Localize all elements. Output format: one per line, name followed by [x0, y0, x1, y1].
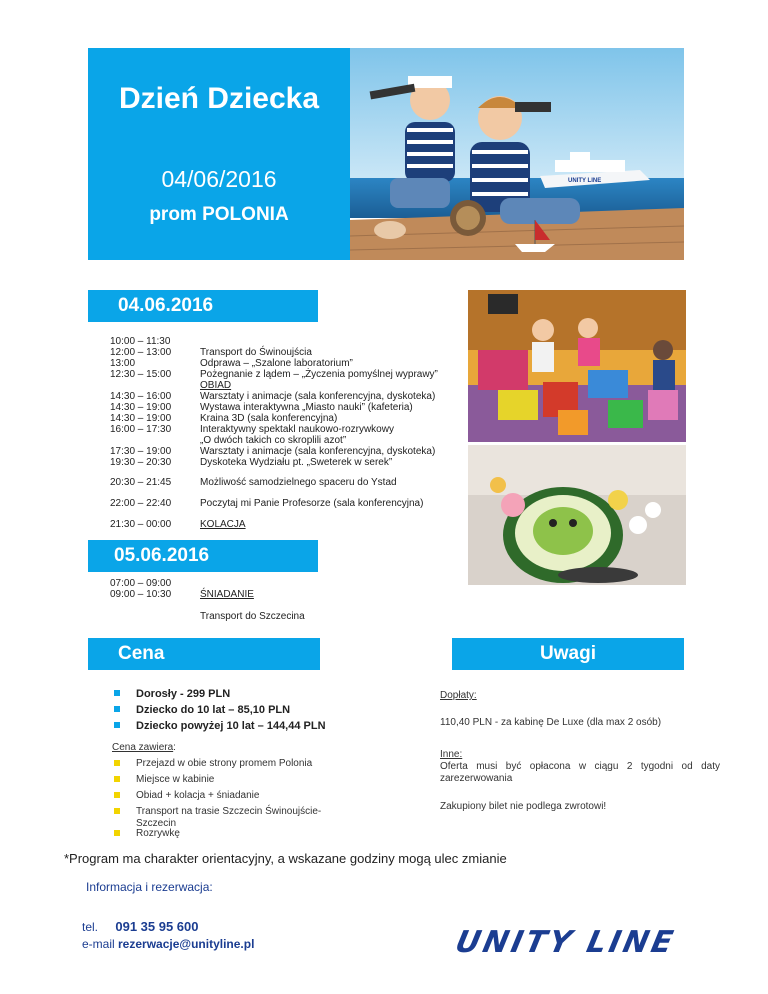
kids-playroom-photo — [468, 290, 686, 442]
hero-banner — [88, 48, 350, 260]
bullet-icon — [114, 760, 120, 766]
lunch-label: OBIAD — [200, 380, 232, 391]
day1-schedule — [0, 336, 470, 536]
hero-ship-name: prom POLONIA — [149, 204, 289, 225]
notes-header-label: Uwagi — [540, 643, 596, 664]
day2-banner — [88, 540, 318, 572]
ferry-logo-text: UNITY LINE — [568, 178, 602, 184]
hero-date: 04/06/2016 — [161, 166, 277, 192]
schedule-time-dinner: 21:30 – 00:00 — [110, 519, 172, 530]
schedule-activity-walk: Możliwość samodzielnego spaceru do Ystad — [200, 477, 397, 488]
refund-note: Zakupiony bilet nie podlega zwrotowi! — [440, 801, 607, 812]
hero-photo — [350, 48, 684, 260]
notes-header — [452, 638, 684, 670]
includes-item: Obiad + kolacja + śniadanie — [136, 790, 260, 801]
other-label: Inne: — [440, 749, 463, 760]
includes-item: Przejazd w obie strony promem Polonia — [136, 758, 313, 769]
carved-watermelon-photo — [468, 445, 686, 585]
schedule-activities-block-2: Warsztaty i animacje (sala konferencyjna, dyskoteka) Wystawa interaktywna „Miasto nauki” (kafeteria) Kraina 3D (sala konferencyjna) Interaktywny spektakl naukowo-rozrywkowy „O dwóch takich co skroplili azot” Warsztaty i animacje (sala konferencyjna, dyskoteka) Dyskoteka Wydziału pt. „Sweterek w serek” — [200, 391, 436, 468]
day2-date: 05.06.2016 — [114, 545, 210, 566]
includes-item: Miejsce w kabinie — [136, 774, 215, 785]
bullet-icon — [114, 830, 120, 836]
phone-label: tel. — [82, 920, 99, 934]
day2-times: 07:00 – 09:00 09:00 – 10:30 — [110, 578, 172, 600]
schedule-time-reading: 22:00 – 22:40 — [110, 498, 172, 509]
schedule-activities-text: Transport do Świnoujścia Odprawa – „Szalone laboratorium” Pożegnanie z lądem – „Życzenia pomyślnej wyprawy” — [200, 347, 438, 380]
surcharge-label: Dopłaty: — [440, 690, 477, 701]
includes-item: Transport na trasie Szczecin Świnoujście- Szczecin — [136, 806, 322, 829]
schedule-time-walk: 20:30 – 21:45 — [110, 477, 172, 488]
email-link[interactable]: rezerwacje@unityline.pl — [118, 937, 255, 951]
bullet-icon — [114, 776, 120, 782]
price-list — [114, 688, 444, 738]
schedule-times-block-1: 10:00 – 11:30 12:00 – 13:00 13:00 12:30 – 15:00 — [110, 336, 172, 380]
includes-label-wrap — [112, 742, 176, 754]
bullet-icon — [114, 722, 120, 728]
price-child-under-10: Dziecko do 10 lat – 85,10 PLN — [136, 704, 291, 716]
disclaimer: *Program ma charakter orientacyjny, a wskazane godziny mogą ulec zmianie — [64, 851, 507, 866]
includes-label: Cena zawiera — [112, 742, 174, 753]
surcharge-text: 110,40 PLN - za kabinę De Luxe (dla max 2 osób) — [440, 717, 662, 728]
other-text: Oferta musi być opłacona w ciągu 2 tygodni od daty zarezerwowania — [440, 761, 720, 784]
bullet-icon — [114, 792, 120, 798]
unity-line-logo — [452, 925, 679, 960]
hero-photo-illustration — [350, 48, 684, 260]
day1-date: 04.06.2016 — [118, 295, 214, 316]
schedule-activity-reading: Poczytaj mi Panie Profesorze (sala konferencyjna) — [200, 498, 424, 509]
notes-content — [440, 690, 720, 813]
phone-number[interactable]: 091 35 95 600 — [115, 919, 199, 934]
bullet-icon — [114, 706, 120, 712]
includes-item: Rozrywkę — [136, 828, 180, 839]
includes-list — [114, 758, 414, 843]
day1-banner — [88, 290, 318, 322]
playroom-illustration — [468, 290, 686, 442]
email-label: e-mail — [82, 937, 119, 951]
email-line — [82, 937, 254, 951]
day2-activities — [200, 578, 460, 633]
breakfast-label: ŚNIADANIE — [200, 589, 254, 600]
phone-line — [82, 919, 199, 934]
day2-schedule — [0, 578, 470, 622]
includes-colon: : — [173, 742, 176, 753]
schedule-times-block-2: 14:30 – 16:00 14:30 – 19:00 14:30 – 19:00 16:00 – 17:30 17:30 – 19:00 19:30 – 20:30 — [110, 391, 172, 468]
watermelon-illustration — [468, 445, 686, 585]
bullet-icon — [114, 690, 120, 696]
dinner-label: KOLACJA — [200, 519, 246, 530]
price-header — [88, 638, 320, 670]
logo-text: UNITY LINE — [452, 925, 679, 960]
price-header-label: Cena — [118, 643, 165, 664]
hero-title: Dzień Dziecka — [118, 82, 320, 115]
return-transport-label: Transport do Szczecina — [200, 611, 305, 622]
price-adult: Dorosły - 299 PLN — [136, 688, 231, 700]
bullet-icon — [114, 808, 120, 814]
info-heading: Informacja i rezerwacja: — [86, 880, 213, 894]
price-child-over-10: Dziecko powyżej 10 lat – 144,44 PLN — [136, 720, 326, 732]
